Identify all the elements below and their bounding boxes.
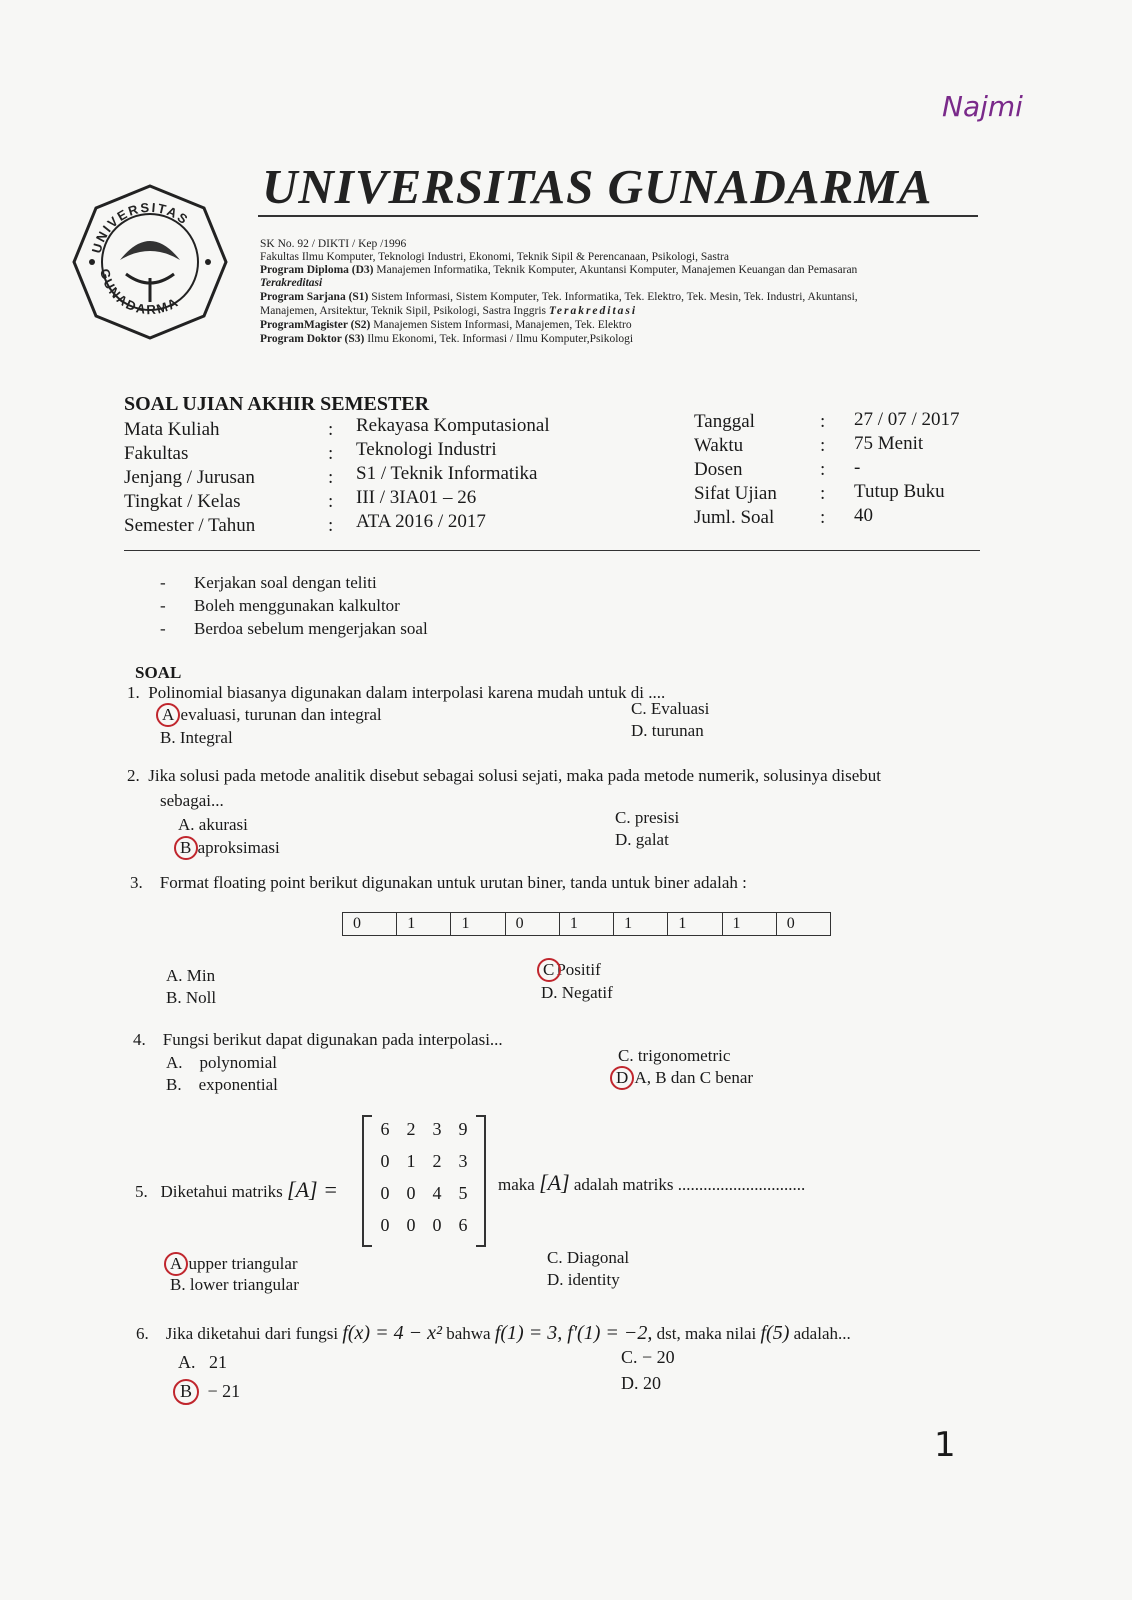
q5-option-b: B. lower triangular <box>170 1275 299 1294</box>
q4-option-a: A. polynomial <box>166 1053 277 1072</box>
question-6: 6. Jika diketahui dari fungsi f(x) = 4 − x² bahwa f(1) = 3, f'(1) = −2, dst, maka nilai f(5) adalah... <box>136 1322 851 1344</box>
q3-option-a: A. Min <box>166 966 216 985</box>
instruction-item: - Kerjakan soal dengan teliti <box>160 573 377 592</box>
exam-title: SOAL UJIAN AKHIR SEMESTER <box>124 393 430 415</box>
header-doktor: Program Doktor (S3) Ilmu Ekonomi, Tek. Informasi / Ilmu Komputer,Psikologi <box>260 333 634 345</box>
info-value: 75 Menit <box>854 433 924 454</box>
handwritten-name: Najmi <box>942 90 1023 123</box>
q4-option-d: D A, B dan C benar <box>614 1068 753 1088</box>
bit-cell: 1 <box>614 913 668 935</box>
q2-option-d: D. galat <box>615 830 669 849</box>
bit-cell: 1 <box>723 913 777 935</box>
question-3: 3. Format floating point berikut digunakan untuk urutan biner, tanda untuk biner adalah : <box>130 873 747 892</box>
info-label: Juml. Soal <box>694 507 775 528</box>
info-label: Fakultas <box>124 443 189 464</box>
soal-heading: SOAL <box>135 663 182 682</box>
matrix-cell: 6 <box>458 1215 468 1235</box>
q3-option-d: D. Negatif <box>541 983 613 1002</box>
q6-option-c: C. − 20 <box>621 1347 675 1367</box>
q6-option-a: A. 21 <box>178 1352 227 1372</box>
info-right-colons: : : : : : <box>820 411 826 528</box>
header-sarjana: Program Sarjana (S1) Sistem Informasi, Sistem Komputer, Tek. Informatika, Tek. Elektro, Tek. Mesin, Tek. Industri, Akuntansi, <box>260 291 858 303</box>
header-sk: SK No. 92 / DIKTI / Kep /1996 <box>260 238 407 250</box>
matrix-cell: 3 <box>432 1119 442 1139</box>
info-right-values <box>854 408 960 528</box>
bit-cell: 1 <box>397 913 451 935</box>
instruction-item: - Boleh menggunakan kalkultor <box>160 596 400 615</box>
bit-cell: 0 <box>343 913 397 935</box>
info-label: Sifat Ujian <box>694 483 777 504</box>
info-value: Tutup Buku <box>854 481 945 502</box>
matrix-cell: 0 <box>432 1215 442 1235</box>
info-value: Rekayasa Komputasional <box>356 415 550 436</box>
info-value: Teknologi Industri <box>356 439 497 460</box>
info-label: Dosen <box>694 459 743 480</box>
binary-sequence <box>342 912 831 936</box>
matrix-cell: 2 <box>432 1151 442 1171</box>
info-left-labels <box>124 418 255 538</box>
bit-cell: 1 <box>560 913 614 935</box>
bit-cell: 1 <box>668 913 722 935</box>
question-5-suffix: maka [A] adalah matriks .............................. <box>498 1170 806 1195</box>
q5-option-a: A upper triangular <box>168 1254 298 1274</box>
matrix-cell: 9 <box>458 1119 468 1139</box>
svg-text:GUNADARMA <box>97 267 182 317</box>
info-divider <box>124 550 980 551</box>
matrix-cell: 3 <box>458 1151 468 1171</box>
info-value: 40 <box>854 505 873 526</box>
q1-option-d: D. turunan <box>631 721 704 740</box>
q3-option-b: B. Noll <box>166 988 217 1007</box>
q3-option-c: C Positif <box>541 960 601 980</box>
question-4: 4. Fungsi berikut dapat digunakan pada interpolasi... <box>133 1030 503 1049</box>
info-label: Tanggal <box>694 411 755 432</box>
header-diploma: Program Diploma (D3) Manajemen Informatika, Teknik Komputer, Akuntansi Komputer, Manajemen Keuangan dan Pemasaran <box>260 264 858 276</box>
q4-option-b: B. exponential <box>166 1075 278 1094</box>
info-label: Semester / Tahun <box>124 515 256 536</box>
matrix-a <box>362 1115 486 1245</box>
instruction-item: - Berdoa sebelum mengerjakan soal <box>160 619 428 638</box>
matrix-cell: 0 <box>380 1215 390 1235</box>
university-name: UNIVERSITAS GUNADARMA <box>262 159 933 214</box>
title-divider <box>258 215 978 217</box>
matrix-cell: 0 <box>380 1183 390 1203</box>
q5-option-d: D. identity <box>547 1270 620 1289</box>
matrix-cell: 0 <box>406 1215 416 1235</box>
header-fakultas: Fakultas Ilmu Komputer, Teknologi Industri, Ekonomi, Teknik Sipil & Perencanaan, Psikologi, Sastra <box>260 251 729 263</box>
question-2-cont: sebagai... <box>160 791 224 810</box>
q4-option-c: C. trigonometric <box>618 1046 731 1065</box>
q2-option-a: A. akurasi <box>178 815 248 834</box>
question-5: 5. Diketahui matriks [A] = <box>135 1177 338 1202</box>
logo-bottom-text: GUNADARMA <box>97 267 182 318</box>
q6-option-b: B − 21 <box>178 1381 240 1402</box>
q1-option-c: C. Evaluasi <box>631 699 710 718</box>
info-label: Mata Kuliah <box>124 419 220 440</box>
page-number: 1 <box>934 1425 956 1465</box>
matrix-cell: 1 <box>406 1151 416 1171</box>
matrix-cell: 4 <box>432 1183 442 1203</box>
matrix-cell: 2 <box>406 1119 416 1139</box>
bit-cell: 0 <box>786 915 795 932</box>
info-value: - <box>854 457 861 478</box>
q1-option-a: A evaluasi, turunan dan integral <box>160 705 382 725</box>
info-value: S1 / Teknik Informatika <box>356 463 538 484</box>
matrix-cell: 6 <box>380 1119 390 1139</box>
question-2: 2. Jika solusi pada metode analitik disebut sebagai solusi sejati, maka pada metode numerik, solusinya disebut <box>127 766 881 785</box>
matrix-cell: 0 <box>406 1183 416 1203</box>
info-label: Waktu <box>694 435 744 456</box>
q2-option-c: C. presisi <box>615 808 680 827</box>
bit-cell: 0 <box>506 913 560 935</box>
q5-option-c: C. Diagonal <box>547 1248 630 1267</box>
matrix-cell: 5 <box>458 1183 468 1203</box>
bit-cell: 1 <box>451 913 505 935</box>
university-logo <box>70 182 230 342</box>
q2-option-b: B aproksimasi <box>178 838 280 858</box>
info-value: 27 / 07 / 2017 <box>854 409 960 430</box>
question-1: 1. Polinomial biasanya digunakan dalam interpolasi karena mudah untuk di .... <box>127 683 666 702</box>
matrix-cell: 0 <box>380 1151 390 1171</box>
info-right-labels <box>694 410 777 530</box>
q1-option-b: B. Integral <box>160 728 233 747</box>
info-value: ATA 2016 / 2017 <box>356 511 486 532</box>
info-label: Jenjang / Jurusan <box>124 467 255 488</box>
header-terakreditasi: Terakreditasi <box>260 277 323 289</box>
q6-option-d: D. 20 <box>621 1373 661 1393</box>
logo-top-text: UNIVERSITAS <box>88 199 193 255</box>
info-left-colons: : : : : : <box>328 419 334 536</box>
header-sarjana-2: Manajemen, Arsitektur, Teknik Sipil, Psikologi, Sastra Inggris Terakreditasi <box>260 305 638 317</box>
info-value: III / 3IA01 – 26 <box>356 487 477 508</box>
header-magister: ProgramMagister (S2) Manajemen Sistem Informasi, Manajemen, Tek. Elektro <box>260 319 632 331</box>
info-label: Tingkat / Kelas <box>124 491 241 512</box>
info-left-values <box>356 414 550 534</box>
